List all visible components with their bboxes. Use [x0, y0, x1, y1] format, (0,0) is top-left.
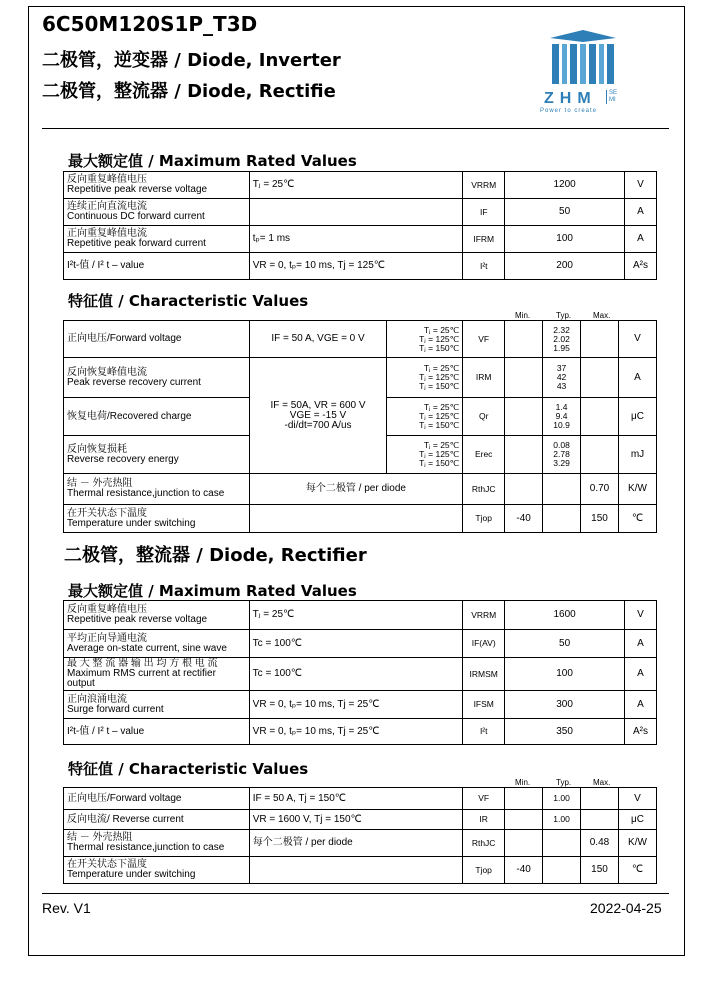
table-row: [64, 253, 657, 280]
cond-line: VGE = -15 V: [289, 409, 347, 421]
param-cell: [64, 358, 250, 398]
cond-cell: [249, 199, 463, 226]
footer-divider: [42, 893, 669, 894]
table-row: [64, 830, 657, 857]
sym-cell: VF: [463, 321, 505, 358]
min-cell: [505, 474, 543, 505]
unit-cell: A: [624, 630, 656, 658]
unit-cell: A²s: [625, 253, 657, 280]
cond-cell: Tc = 100℃: [249, 658, 463, 691]
subtitle-rectifie: 二极管，整流器 / Diode, Rectifie: [42, 81, 336, 102]
param-en: Thermal resistance,junction to case: [67, 842, 225, 853]
rectifier-title: 二极管，整流器 / Diode, Rectifier: [64, 545, 367, 566]
param-cn: 反向重复峰值电压: [67, 174, 147, 185]
min-cell: [505, 788, 543, 810]
sym-cell: VF: [463, 788, 505, 810]
unit-cell: A: [624, 691, 656, 719]
cond-cell: VR = 1600 V, Tj = 150℃: [249, 810, 462, 830]
param-cn: 结 － 外壳热阻: [67, 478, 133, 489]
unit-cell: A: [624, 658, 656, 691]
param-cell: [64, 857, 250, 884]
param-cell: 恢复电荷/Recovered charge: [64, 398, 250, 436]
value-cell: 200: [505, 253, 625, 280]
typ-line: 1.4: [555, 402, 568, 412]
inverter-char-title: 特征值 / Characteristic Values: [68, 292, 309, 310]
max-cell: [581, 810, 619, 830]
typ-line: 42: [556, 372, 567, 382]
temp-line: Tⱼ = 125℃: [419, 333, 460, 344]
typ-line: 10.9: [553, 420, 570, 430]
unit-cell: A²s: [624, 719, 656, 745]
typ-cell: [543, 398, 581, 436]
param-cn: 连续正向直流电流: [67, 201, 147, 212]
param-en: Temperature under switching: [67, 869, 196, 880]
table-row: [64, 691, 657, 719]
param-cn: 正向浪涌电流: [67, 693, 127, 705]
min-cell: [505, 321, 543, 358]
param-en: Repetitive peak forward current: [67, 238, 206, 249]
inverter-max-table: [63, 171, 657, 280]
value-cell: 350: [505, 719, 625, 745]
param-en: Temperature under switching: [67, 517, 196, 529]
param-en: Surge forward current: [67, 703, 164, 715]
cond-cell: 每个二极管 / per diode: [249, 474, 463, 505]
param-cn: 反向恢复峰值电流: [67, 366, 147, 378]
table-row: [64, 505, 657, 533]
unit-cell: K/W: [618, 830, 656, 857]
min-cell: -40: [505, 857, 543, 884]
table-row: [64, 358, 657, 398]
typ-label: Typ.: [556, 778, 572, 787]
max-label: Max.: [593, 311, 611, 320]
subtitle-inverter: 二极管，逆变器 / Diode, Inverter: [42, 50, 341, 71]
temp-line: Tⱼ = 25℃: [423, 440, 460, 450]
logo-se: SE: [609, 90, 618, 96]
logo-semi: [606, 90, 617, 104]
value-cell: 300: [505, 691, 625, 719]
unit-cell: A: [625, 199, 657, 226]
temp-cell: [387, 436, 463, 474]
typ-line: 1.95: [553, 342, 570, 353]
min-label: Min.: [515, 778, 531, 787]
param-cell: [64, 601, 250, 630]
sym-cell: IF(AV): [463, 630, 505, 658]
sym-cell: Tjop: [463, 505, 505, 533]
param-cn: 平均正向导通电流: [67, 632, 147, 644]
unit-cell: ℃: [618, 505, 656, 533]
table-row: [64, 719, 657, 745]
temp-line: Tⱼ = 125℃: [419, 372, 460, 382]
typ-cell: [543, 436, 581, 474]
typ-cell: [543, 505, 581, 533]
param-cn: 反向重复峰值电压: [67, 604, 147, 615]
param-cn: 在开关状态下温度: [67, 859, 147, 870]
temp-cell: [387, 398, 463, 436]
min-cell: [505, 398, 543, 436]
cond-cell: Tc = 100℃: [249, 630, 463, 658]
typ-cell: [543, 321, 581, 358]
param-cell: [64, 172, 250, 199]
min-label: Min.: [515, 311, 531, 320]
temp-line: Tⱼ = 25℃: [423, 324, 460, 335]
sym-cell: Tjop: [463, 857, 505, 884]
table-row: [64, 601, 657, 630]
max-cell: 0.48: [581, 830, 619, 857]
max-cell: [581, 398, 619, 436]
unit-cell: K/W: [618, 474, 656, 505]
param-cell: [64, 505, 250, 533]
typ-cell: [543, 857, 581, 884]
unit-cell: mJ: [618, 436, 656, 474]
value-cell: 1600: [505, 601, 625, 630]
typ-line: 2.02: [553, 333, 570, 344]
logo-tagline: Power to create: [540, 108, 598, 114]
typ-cell: [543, 474, 581, 505]
sym-cell: Qr: [463, 398, 505, 436]
temp-line: Tⱼ = 25℃: [423, 402, 460, 412]
header-divider: [42, 128, 669, 129]
temp-cell: [387, 358, 463, 398]
sym-cell: VRRM: [463, 172, 505, 199]
param-cell: 正向电压/Forward voltage: [64, 321, 250, 358]
table-row: [64, 810, 657, 830]
table-row: [64, 857, 657, 884]
cond-cell: IF = 50 A, VGE = 0 V: [249, 321, 387, 358]
param-cell: 反向电流/ Reverse current: [64, 810, 250, 830]
logo-mi: MI: [609, 97, 616, 103]
table-row: [64, 172, 657, 199]
max-cell: 150: [581, 505, 619, 533]
cond-cell: [249, 857, 462, 884]
unit-cell: μC: [618, 810, 656, 830]
zhm-logo: [540, 28, 626, 118]
value-cell: 50: [505, 630, 625, 658]
inverter-char-table: [63, 320, 657, 533]
max-cell: [581, 358, 619, 398]
typ-line: 2.32: [553, 324, 570, 335]
release-date: 2022-04-25: [590, 900, 662, 916]
temp-line: Tⱼ = 125℃: [419, 411, 460, 421]
param-cell: [64, 436, 250, 474]
typ-line: 2.78: [553, 449, 570, 459]
param-cn: 结 － 外壳热阻: [67, 832, 133, 843]
unit-cell: V: [624, 601, 656, 630]
sym-cell: IRM: [463, 358, 505, 398]
cond-cell: IF = 50 A, Tj = 150℃: [249, 788, 462, 810]
param-en: Repetitive peak reverse voltage: [67, 184, 208, 195]
recovery-cond-cell: [249, 358, 387, 474]
param-cell: I²t-值 / I² t – value: [64, 253, 250, 280]
sym-cell: IFRM: [463, 226, 505, 253]
param-cell: [64, 474, 250, 505]
temp-cell: [387, 321, 463, 358]
param-cell: [64, 199, 250, 226]
param-cn: 最 大 整 流 器 输 出 均 方 根 电 流: [67, 658, 218, 669]
cond-line: -di/dt=700 A/us: [284, 419, 352, 431]
table-row: [64, 630, 657, 658]
table-row: [64, 658, 657, 691]
part-number-title: 6C50M120S1P_T3D: [42, 12, 258, 36]
sym-cell: RthJC: [463, 474, 505, 505]
unit-cell: V: [625, 172, 657, 199]
table-row: [64, 321, 657, 358]
cond-line: IF = 50A, VR = 600 V: [270, 399, 366, 411]
param-en: Repetitive peak reverse voltage: [67, 614, 208, 625]
rectifier-char-table: [63, 787, 657, 884]
param-cell: 正向电压/Forward voltage: [64, 788, 250, 810]
typ-line: 9.4: [555, 411, 568, 421]
inverter-max-title: 最大额定值 / Maximum Rated Values: [68, 152, 357, 170]
table-row: [64, 199, 657, 226]
sym-cell: IFSM: [463, 691, 505, 719]
unit-cell: A: [625, 226, 657, 253]
value-cell: 1200: [505, 172, 625, 199]
logo-mark-icon: [540, 28, 626, 88]
max-label: Max.: [593, 778, 611, 787]
param-en: Reverse recovery energy: [67, 453, 179, 465]
typ-line: 0.08: [553, 440, 570, 450]
table-row: [64, 226, 657, 253]
unit-cell: V: [618, 321, 656, 358]
sym-cell: IF: [463, 199, 505, 226]
unit-cell: ℃: [618, 857, 656, 884]
typ-cell: [543, 830, 581, 857]
temp-line: Tⱼ = 150℃: [419, 342, 460, 353]
revision: Rev. V1: [42, 900, 91, 916]
logo-brand: ZHM: [544, 90, 597, 107]
typ-line: 3.29: [553, 458, 570, 468]
param-en: Peak reverse recovery current: [67, 376, 201, 388]
sym-cell: I²t: [463, 719, 505, 745]
unit-cell: A: [618, 358, 656, 398]
sym-cell: I²t: [463, 253, 505, 280]
min-cell: [505, 830, 543, 857]
min-cell: [505, 436, 543, 474]
param-cell: [64, 691, 250, 719]
sym-cell: Erec: [463, 436, 505, 474]
param-cell: [64, 226, 250, 253]
param-en: Average on-state current, sine wave: [67, 642, 227, 654]
value-cell: 100: [505, 226, 625, 253]
rectifier-max-title: 最大额定值 / Maximum Rated Values: [68, 582, 357, 600]
typ-cell: [543, 358, 581, 398]
param-cell: [64, 630, 250, 658]
value-cell: 50: [505, 199, 625, 226]
sym-cell: RthJC: [463, 830, 505, 857]
max-cell: [581, 788, 619, 810]
rectifier-max-table: [63, 600, 657, 745]
param-cn: 在开关状态下温度: [67, 507, 147, 519]
cond-cell: VR = 0, tₚ= 10 ms, Tj = 25℃: [249, 719, 463, 745]
typ-cell: 1.00: [543, 810, 581, 830]
max-cell: 0.70: [581, 474, 619, 505]
sym-cell: VRRM: [463, 601, 505, 630]
unit-cell: μC: [618, 398, 656, 436]
param-cell: I²t-值 / I² t – value: [64, 719, 250, 745]
cond-cell: 每个二极管 / per diode: [249, 830, 462, 857]
param-cell: [64, 658, 250, 691]
value-cell: 100: [505, 658, 625, 691]
min-cell: -40: [505, 505, 543, 533]
cond-cell: tₚ= 1 ms: [249, 226, 463, 253]
typ-label: Typ.: [556, 311, 572, 320]
max-cell: [581, 436, 619, 474]
param-cn: 正向重复峰值电流: [67, 228, 147, 239]
temp-line: Tⱼ = 125℃: [419, 449, 460, 459]
cond-cell: Tⱼ = 25℃: [249, 601, 463, 630]
table-row: [64, 788, 657, 810]
sym-cell: IRMSM: [463, 658, 505, 691]
cond-cell: Tⱼ = 25℃: [249, 172, 463, 199]
cond-cell: [249, 505, 463, 533]
min-cell: [505, 810, 543, 830]
temp-line: Tⱼ = 150℃: [419, 458, 460, 468]
param-en: Continuous DC forward current: [67, 211, 205, 222]
temp-line: Tⱼ = 150℃: [419, 381, 460, 391]
param-cn: 反向恢复损耗: [67, 443, 127, 455]
typ-cell: 1.00: [543, 788, 581, 810]
typ-line: 37: [556, 363, 567, 373]
temp-line: Tⱼ = 150℃: [419, 420, 460, 430]
rectifier-char-title: 特征值 / Characteristic Values: [68, 760, 309, 778]
max-cell: 150: [581, 857, 619, 884]
param-cell: [64, 830, 250, 857]
temp-line: Tⱼ = 25℃: [423, 363, 460, 373]
param-en: Thermal resistance,junction to case: [67, 488, 225, 499]
unit-cell: V: [618, 788, 656, 810]
param-en: Maximum RMS current at rectifier output: [67, 668, 216, 689]
table-row: [64, 474, 657, 505]
sym-cell: IR: [463, 810, 505, 830]
max-cell: [581, 321, 619, 358]
cond-cell: VR = 0, tₚ= 10 ms, Tj = 25℃: [249, 691, 463, 719]
cond-cell: VR = 0, tₚ= 10 ms, Tj = 125℃: [249, 253, 463, 280]
min-cell: [505, 358, 543, 398]
typ-line: 43: [556, 381, 567, 391]
